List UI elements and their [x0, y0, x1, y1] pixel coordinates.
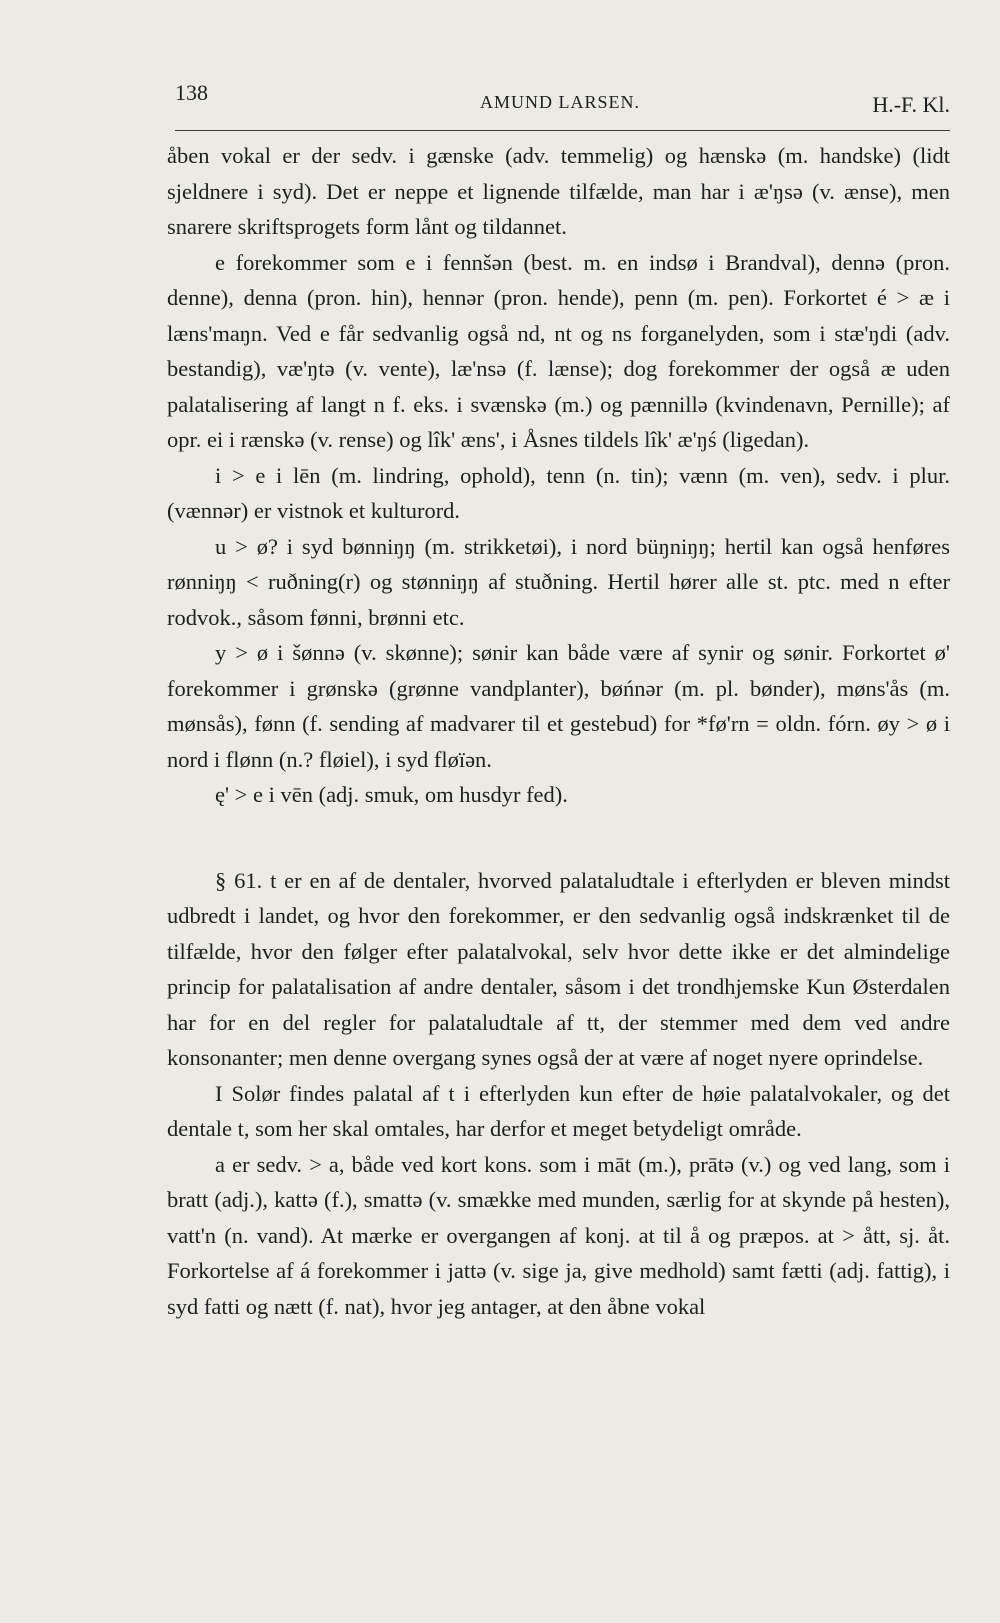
paragraph: a er sedv. > a, både ved kort kons. som i māt (m.), prātə (v.) og ved lang, som i bratt (adj.), kattə (f.), smattə (v. smække med munden, særlig for at skynde på hesten), vatt'n (n. vand). At mærke er overgangen af konj. at til å og præpos. at > ått, sj. åt. Forkortelse af á forekommer i jattə (v. sige ja, give medhold) samt fætti (adj. fattig), i syd fatti og nætt (f. nat), hvor jeg antager, at den åbne vokal [167, 1151, 950, 1319]
paragraph: e forekommer som e i fennšən (best. m. en indsø i Brandval), dennə (pron. denne), denna (pron. hin), hennər (pron. hende), penn (m. pen). Forkortet é > æ i læns'maŋn. Ved e får sedvanlig også nd, nt og ns forganelyden, som i stæ'ŋdi (adv. bestandig), væ'ŋtə (v. vente), læ'nsə (f. lænse); dog forekommer der også æ uden palatalisering af langt n f. eks. i svænskə (m.) og pænnillə (kvindenavn, Pernille); af opr. ei i rænskə (v. rense) og lîk' æns', i Åsnes tildels lîk' æ'ŋś (ligedan). [167, 249, 950, 452]
paragraph: åben vokal er der sedv. i gænske (adv. temmelig) og hænskə (m. handske) (lidt sjeldnere i syd). Det er neppe et lignende tilfælde, man har i æ'ŋsə (v. ænse), men snarere skriftsprogets form lånt og tildannet. [167, 143, 950, 239]
paragraph: y > ø i šønnə (v. skønne); sønir kan både være af synir og sønir. Forkortet ø' forekommer i grønskə (grønne vandplanter), bøńnər (m. pl. bønder), møns'ås (m. mønsås), fønn (f. sending af madvarer til et gestebud) for *fø'rn = oldn. fórn. øy > ø i nord i flønn (n.? fløiel), i syd fløïən. [167, 640, 950, 772]
body-text [167, 138, 950, 1324]
paragraph: u > ø? i syd bønniŋŋ (m. strikketøi), i nord büŋniŋŋ; hertil kan også henføres rønniŋŋ < ruðning(r) og stønniŋŋ af stuðning. Hertil hører alle st. ptc. med n efter rodvok., såsom fønni, brønni etc. [167, 533, 950, 630]
page-number: 138 [175, 80, 208, 105]
section-paragraph: § 61. t er en af de dentaler, hvorved palataludtale i efterlyden er bleven mindst udbredt i landet, og hvor den forekommer, er den sedvanlig også indskrænket til de tilfælde, hvor den følger efter palatalvokal, selv hvor dette ikke er det almindelige princip for palatalisation af andre dentaler, såsom i det trondhjemske Kun Østerdalen har for en del regler for palataludtale af tt, der stemmer med dem ved andre konsonanter; men denne overgang synes også der at være af noget nyere oprindelse. [167, 867, 950, 1070]
paragraph: ę' > e i vēn (adj. smuk, om husdyr fed). [215, 782, 568, 807]
section-gap [167, 813, 950, 847]
paragraph: i > e i lēn (m. lindring, ophold), tenn (n. tin); vænn (m. ven), sedv. i plur. (vænnər) er vistnok et kulturord. [167, 462, 950, 523]
page-header [175, 80, 950, 131]
paragraph: I Solør findes palatal af t i efterlyden kun efter de høie palatalvokaler, og det dentale t, som her skal omtales, har derfor et meget betydeligt område. [167, 1080, 950, 1141]
running-title: AMUND LARSEN. [480, 92, 641, 112]
section-tag: H.-F. Kl. [872, 92, 950, 117]
